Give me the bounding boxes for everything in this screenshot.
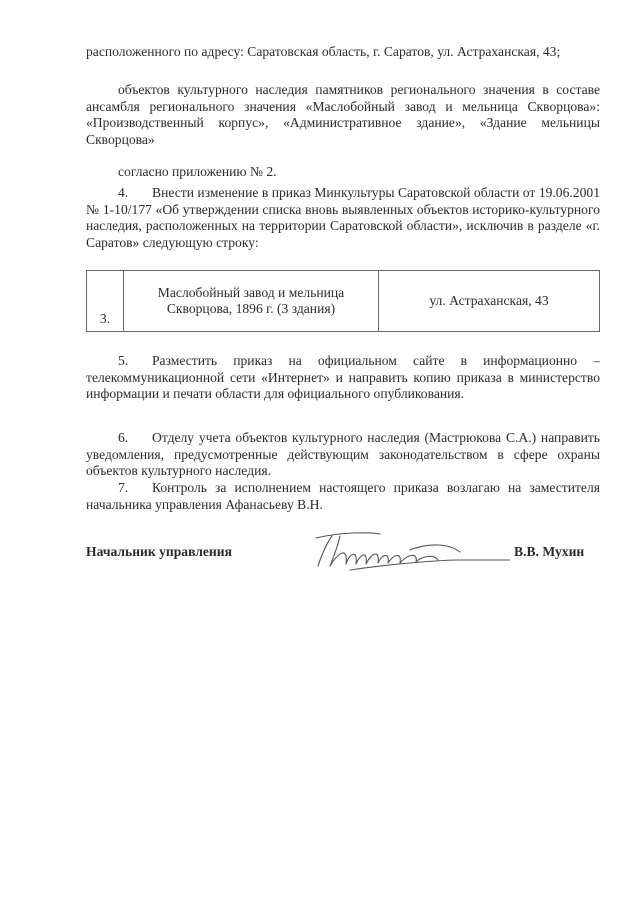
paragraph-item-6 [86,430,600,480]
paragraph-item-4 [86,185,600,251]
item-text: Контроль за исполнением настоящего приказа возлагаю на заместителя начальника управления Афанасьеву В.Н. [86,480,600,512]
item-number: 4. [118,185,129,200]
signatory-position: Начальник управления [86,544,232,559]
item-text: Отделу учета объектов культурного наследия (Мастрюкова С.А.) направить уведомления, предусмотренные действующим законодательством в сфере охраны объектов культурного наследия. [86,430,600,478]
item-number: 6. [118,430,129,445]
paragraph-address: расположенного по адресу: Саратовская область, г. Саратов, ул. Астраханская, 43; [86,44,561,59]
paragraph-objects: объектов культурного наследия памятников регионального значения в составе ансамбля регионального значения «Маслобойный завод и мельница Скворцова»: «Производственный корпус», «Административное здание», «Здание мельницы Скворцова» [86,82,600,147]
paragraph-item-7 [86,480,600,513]
handwritten-signature [310,530,510,572]
item-number: 5. [118,353,129,368]
signatory-name: В.В. Мухин [514,544,585,559]
table-cell-address: ул. Астраханская, 43 [379,271,600,332]
item-text: Внести изменение в приказ Минкультуры Саратовской области от 19.06.2001 № 1-10/177 «Об утверждении списка вновь выявленных объектов историко-культурного наследия, расположенных на территории Саратовской области», исключив в разделе «г. Саратов» следующую строку: [86,185,600,250]
table-row [87,271,600,332]
paragraph-item-5 [86,353,600,403]
table-cell-name: Маслобойный завод и мельница Скворцова, 1896 г. (3 здания) [124,271,379,332]
paragraph-appendix: согласно приложению № 2. [118,164,277,179]
excluded-row-table [86,270,600,332]
item-text: Разместить приказ на официальном сайте в информационно – телекоммуникационной сети «Интернет» и направить копию приказа в министерство информации и печати области для официального опубликования. [86,353,600,401]
table-cell-number: 3. [87,271,124,332]
item-number: 7. [118,480,129,495]
